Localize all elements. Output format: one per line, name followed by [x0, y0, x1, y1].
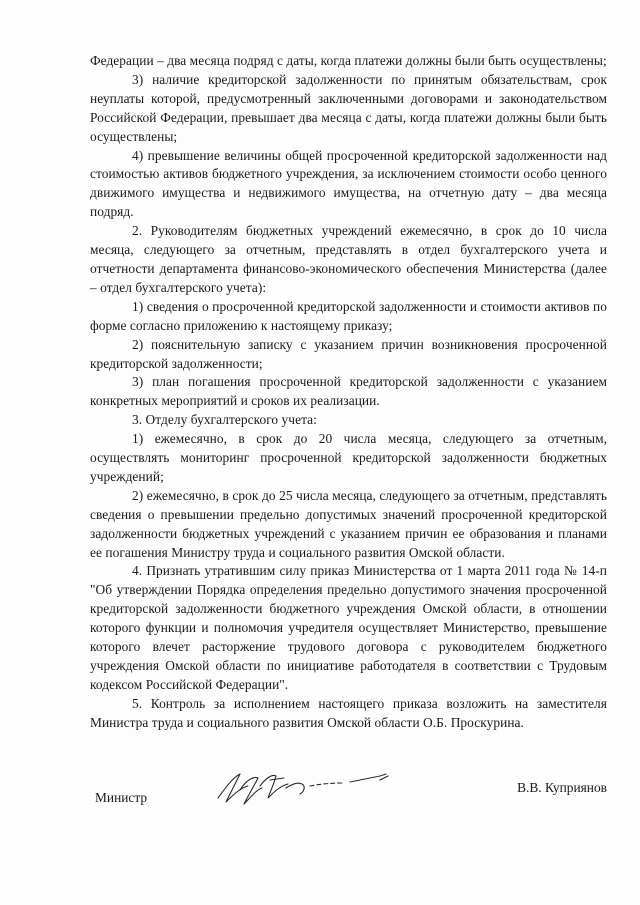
signatory-name: В.В. Куприянов [517, 780, 607, 795]
signatory-title: Министр [95, 790, 148, 805]
paragraph-section-2-item-3: 3) план погашения просроченной кредиторской задолженности с указанием конкретных мероприятий и сроков их реализации. [90, 374, 607, 409]
document-body [90, 52, 607, 733]
paragraph-section-2: 2. Руководителям бюджетных учреждений ежемесячно, в срок до 10 числа месяца, следующего за отчетным, представлять в отдел бухгалтерского учета и отчетности департамента финансово-экономического обеспечения Министерства (далее – отдел бухгалтерского учета): [90, 223, 607, 295]
paragraph-section-5: 5. Контроль за исполнением настоящего приказа возложить на заместителя Министра труда и социального развития Омской области О.Б. Проскурина. [90, 695, 607, 730]
paragraph-section-3-item-2: 2) ежемесячно, в срок до 25 числа месяца, следующего за отчетным, представлять сведения о превышении предельно допустимых значений просроченной кредиторской задолженности бюджетных учреждений с указанием причин ее образования и планами ее погашения Министру труда и социального развития Омской области. [90, 487, 607, 560]
paragraph-section-2-item-2: 2) пояснительную записку с указанием причин возникновения просроченной кредиторской задолженности; [90, 336, 607, 371]
paragraph-section-3-item-1: 1) ежемесячно, в срок до 20 числа месяца, следующего за отчетным, осуществлять мониторинг просроченной кредиторской задолженности бюджетных учреждений; [90, 431, 607, 484]
paragraph-continuation: Федерации – два месяца подряд с даты, когда платежи должны были быть осуществлены; [90, 53, 607, 68]
paragraph-section-2-item-1: 1) сведения о просроченной кредиторской задолженности и стоимости активов по форме согласно приложению к настоящему приказу; [90, 298, 607, 333]
paragraph-item-3: 3) наличие кредиторской задолженности по принятым обязательствам, срок неуплаты которой, предусмотренный заключенными договорами и законодательством Российской Федерации, превышает два месяца с даты, когда платежи должны были быть осуществлены; [90, 71, 607, 144]
handwritten-signature [210, 768, 400, 812]
paragraph-section-3: 3. Отделу бухгалтерского учета: [132, 412, 317, 428]
paragraph-section-4: 4. Признать утратившим силу приказ Министерства от 1 марта 2011 года № 14-п "Об утверждении Порядка определения предельно допустимого значения просроченной кредиторской задолженности бюджетного учреждения Омской области, в отношении которого функции и полномочия учредителя осуществляет Министерство, превышение которого влечет расторжение трудового договора с руководителем бюджетного учреждения Омской области по инициативе работодателя в соответствии с Трудовым кодексом Российской Федерации". [90, 563, 607, 692]
signature-block [90, 780, 607, 820]
paragraph-item-4: 4) превышение величины общей просроченной кредиторской задолженности над стоимостью активов бюджетного учреждения, за исключением стоимости особо ценного движимого имущества и недвижимого имущества, на отчетную дату – два месяца подряд. [90, 147, 607, 220]
